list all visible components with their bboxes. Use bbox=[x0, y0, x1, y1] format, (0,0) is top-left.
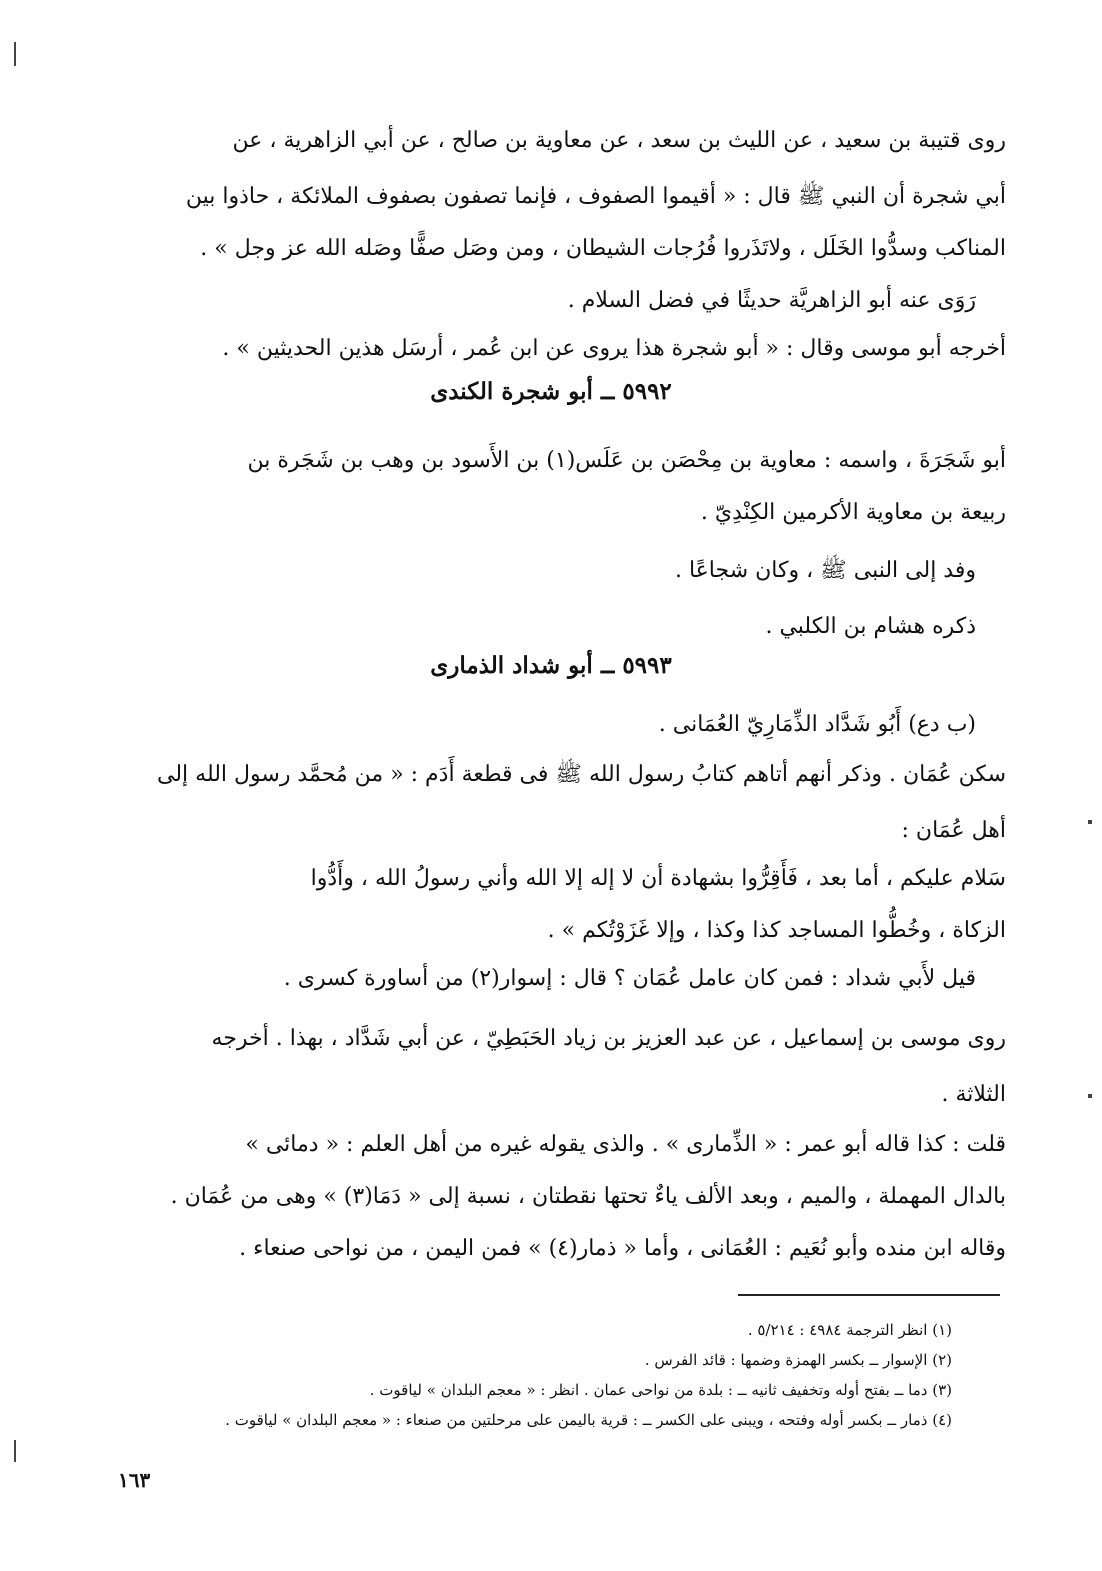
text-line: وقاله ابن منده وأبو نُعَيم : العُمَانى ، وأما « ذمار(٤) » فمن اليمن ، من نواحى صنعاء . bbox=[239, 1236, 1006, 1261]
text-line: الزكاة ، وخُطُّوا المساجد كذا وكذا ، وإلا غَزَوْتُكم » . bbox=[547, 918, 1006, 943]
scan-mark bbox=[1088, 820, 1092, 824]
text-line: ربيعة بن معاوية الأكرمين الكِنْدِيّ . bbox=[700, 500, 1006, 525]
text-line: أبي شجرة أن النبي ﷺ قال : « أقيموا الصفوف ، فإنما تصفون بصفوف الملائكة ، حاذوا بين bbox=[185, 184, 1006, 209]
text-line: سَلام عليكم ، أما بعد ، فَأَقِرُّوا بشهادة أن لا إله إلا الله وأني رسولُ الله ، وأَدُّوا bbox=[310, 866, 1006, 891]
text-line: وفد إلى النبى ﷺ ، وكان شجاعًا . bbox=[674, 558, 976, 583]
text-line: روى قتيبة بن سعيد ، عن الليث بن سعد ، عن معاوية بن صالح ، عن أبي الزاهرية ، عن bbox=[232, 128, 1006, 153]
text-line: الثلاثة . bbox=[941, 1082, 1006, 1107]
page-number: ١٦٣ bbox=[118, 1468, 151, 1492]
scan-mark bbox=[14, 42, 16, 66]
footnote: (١) انظر الترجمة ٤٩٨٤ : ٥/٢١٤ . bbox=[747, 1321, 952, 1339]
text-line: أهل عُمَان : bbox=[901, 818, 1006, 843]
text-line: أبو شَجَرَةَ ، واسمه : معاوية بن مِحْصَن بن عَلَس(١) بن الأَسود بن وهب بن شَجَرة بن bbox=[247, 448, 1006, 473]
text-line: ذكره هشام بن الكلبي . bbox=[765, 614, 976, 639]
footnote-divider bbox=[738, 1294, 1000, 1296]
entry-heading: ٥٩٩٣ ــ أبو شداد الذمارى bbox=[430, 652, 672, 679]
footnote: (٣) دما ــ بفتح أوله وتخفيف ثانيه ــ : بلدة من نواحى عمان . انظر : « معجم البلدان » لياقوت . bbox=[369, 1381, 952, 1399]
text-line: سكن عُمَان . وذكر أنهم أتاهم كتابُ رسول الله ﷺ فى قطعة أَدَم : « من مُحمَّد رسول الله إلى bbox=[157, 762, 1006, 787]
text-line: (ب دع) أَبُو شَدَّاد الذِّمَارِيّ العُمَانى . bbox=[658, 712, 976, 737]
scan-mark bbox=[14, 1440, 16, 1462]
text-line: قلت : كذا قاله أبو عمر : « الذِّمارى » . والذى يقوله غيره من أهل العلم : « دمائى » bbox=[245, 1132, 1006, 1157]
entry-heading: ٥٩٩٢ ــ أبو شجرة الكندى bbox=[430, 378, 672, 405]
text-line: أخرجه أبو موسى وقال : « أبو شجرة هذا يروى عن ابن عُمر ، أرسَل هذين الحديثين » . bbox=[222, 336, 1006, 361]
text-line: بالدال المهملة ، والميم ، وبعد الألف ياءٌ تحتها نقطتان ، نسبة إلى « دَمَا(٣) » وهى من عُمَان . bbox=[170, 1184, 1006, 1209]
text-line: رَوَى عنه أبو الزاهريَّة حديثًا في فضل السلام . bbox=[567, 288, 976, 313]
text-line: المناكب وسدُّوا الخَلَل ، ولاتَذَروا فُرُجات الشيطان ، ومن وصَل صفًّا وصَله الله عز وجل » . bbox=[200, 236, 1006, 261]
footnote: (٤) ذمار ــ بكسر أوله وفتحه ، ويبنى على الكسر ــ : قرية باليمن على مرحلتين من صنعاء : « معجم البلدان » لياقوت . bbox=[225, 1411, 952, 1429]
text-line: قيل لأَبي شداد : فمن كان عامل عُمَان ؟ قال : إسوار(٢) من أساورة كسرى . bbox=[283, 966, 976, 991]
text-line: روى موسى بن إسماعيل ، عن عبد العزيز بن زياد الحَبَطِيّ ، عن أبي شَدَّاد ، بهذا . أخرجه bbox=[211, 1026, 1006, 1051]
footnote: (٢) الإسوار ــ بكسر الهمزة وضمها : قائد الفرس . bbox=[644, 1351, 952, 1369]
scan-mark bbox=[1088, 1094, 1092, 1098]
